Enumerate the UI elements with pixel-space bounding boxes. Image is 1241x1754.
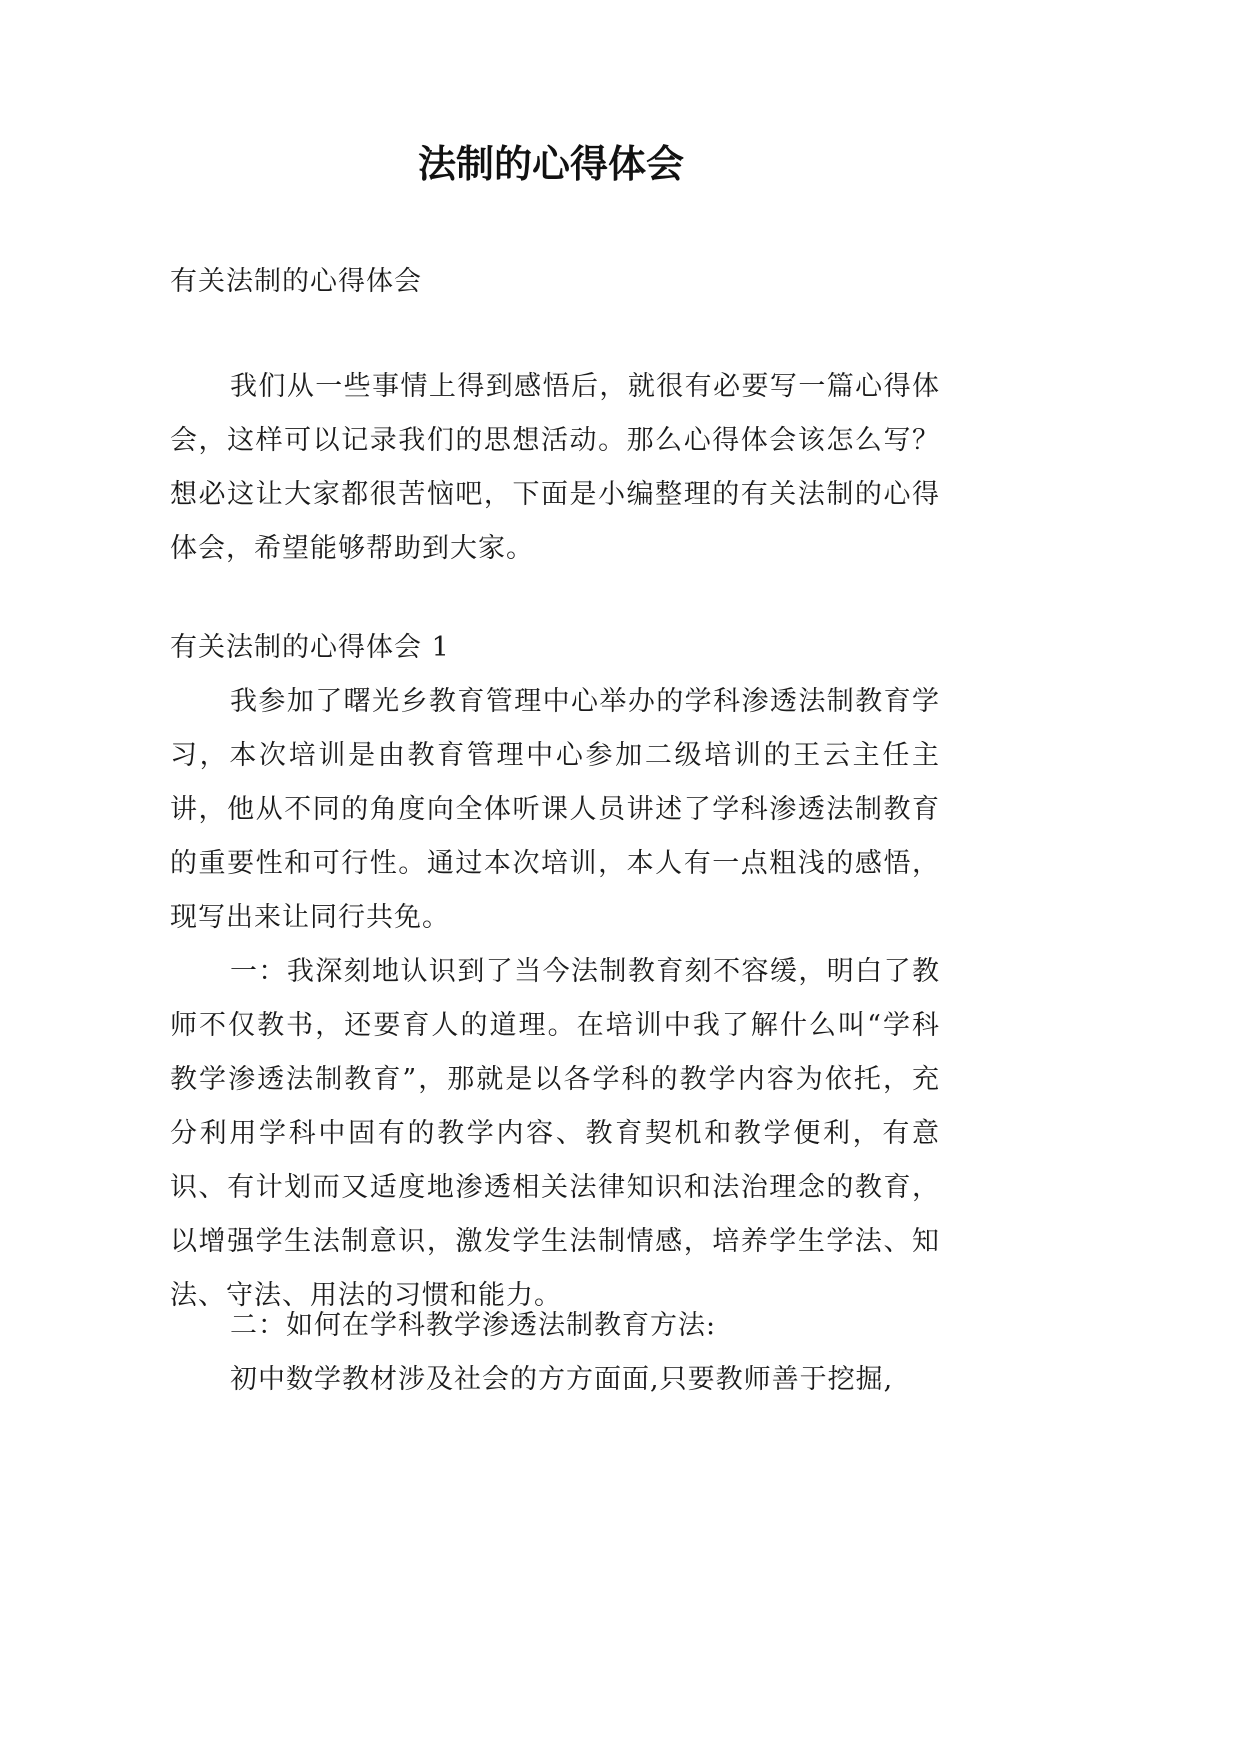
intro-paragraph: 我们从一些事情上得到感悟后，就很有必要写一篇心得体会，这样可以记录我们的思想活动。那么心得体会该怎么写？想必这让大家都很苦恼吧，下面是小编整理的有关法制的心得体会，希望能够帮助到大家。 <box>170 371 940 564</box>
body-paragraph: 初中数学教材涉及社会的方方面面,只要教师善于挖掘, <box>230 1364 894 1395</box>
body-paragraph: 一：我深刻地认识到了当今法制教育刻不容缓，明白了教师不仅教书，还要育人的道理。在培训中我了解什么叫“学科教学渗透法制教育”，那就是以各学科的教学内容为依托，充分利用学科中固有的教学内容、教育契机和教学便利，有意识、有计划而又适度地渗透相关法律知识和法治理念的教育，以增强学生法制意识，激发学生法制情感，培养学生学法、知法、守法、用法的习惯和能力。 <box>170 956 940 1311</box>
section-heading: 有关法制的心得体会 1 <box>170 632 450 663</box>
body-paragraph: 我参加了曙光乡教育管理中心举办的学科渗透法制教育学习，本次培训是由教育管理中心参加二级培训的王云主任主讲，他从不同的角度向全体听课人员讲述了学科渗透法制教育的重要性和可行性。通过本次培训，本人有一点粗浅的感悟，现写出来让同行共免。 <box>170 686 940 933</box>
document-title: 法制的心得体会 <box>417 142 684 186</box>
subtitle: 有关法制的心得体会 <box>170 266 422 297</box>
body-paragraph: 二：如何在学科教学渗透法制教育方法: <box>230 1310 717 1341</box>
